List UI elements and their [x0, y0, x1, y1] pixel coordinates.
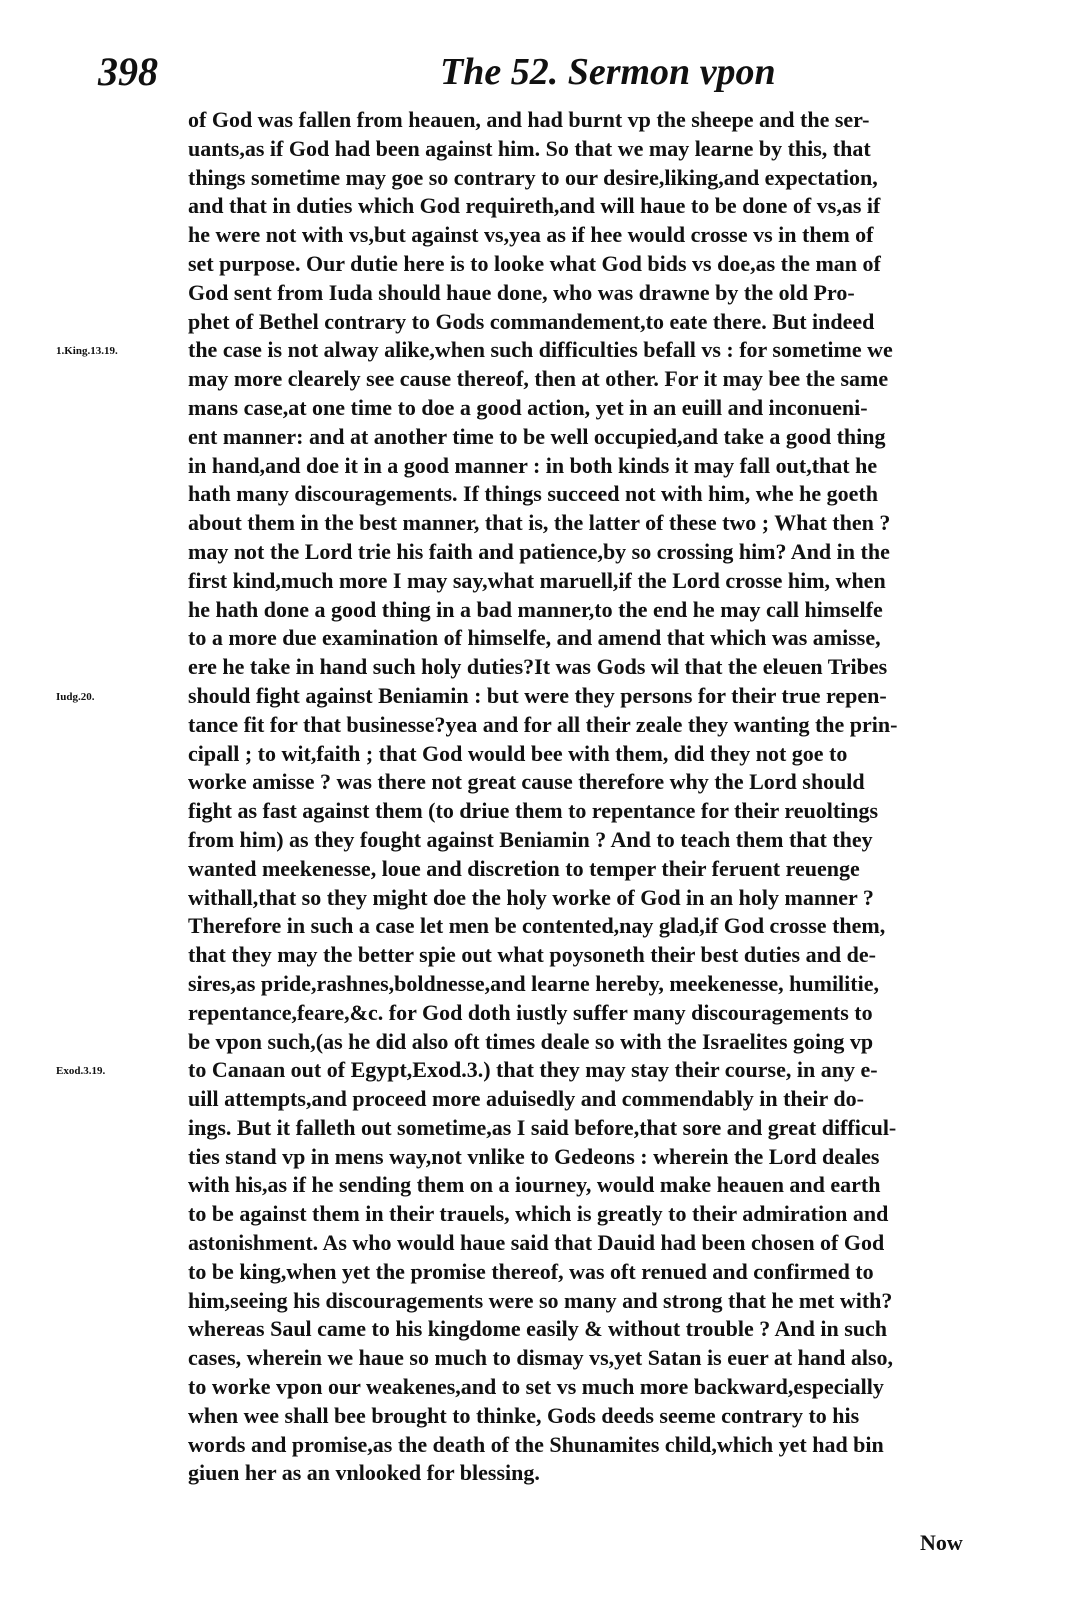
- page-number: 398: [98, 49, 158, 94]
- text-line: ties stand vp in mens way,not vnlike to Gedeons : wherein the Lord deales: [188, 1143, 880, 1169]
- text-line: phet of Bethel contrary to Gods commandement,to eate there. But indeed: [188, 308, 875, 334]
- text-line: Therefore in such a case let men be contented,nay glad,if God crosse them,: [188, 913, 886, 939]
- text-line: when wee shall bee brought to thinke, Gods deeds seeme contrary to his: [188, 1402, 860, 1428]
- margin-note: Iudg.20.: [56, 691, 95, 703]
- text-line: in hand,and doe it in a good manner : in both kinds it may fall out,that he: [188, 452, 878, 478]
- text-line: about them in the best manner, that is, the latter of these two ; What then ?: [188, 510, 891, 536]
- text-line: to a more due examination of himselfe, and amend that which was amisse,: [188, 625, 881, 651]
- text-line: ent manner: and at another time to be well occupied,and take a good thing: [188, 423, 886, 449]
- body-text: [188, 106, 983, 1488]
- text-line: sires,as pride,rashnes,boldnesse,and learne hereby, meekenesse, humilitie,: [188, 970, 879, 996]
- text-line: set purpose. Our dutie here is to looke what God bids vs doe,as the man of: [188, 250, 881, 276]
- text-line: whereas Saul came to his kingdome easily & without trouble ? And in such: [188, 1316, 887, 1342]
- text-line: cipall ; to wit,faith ; that God would bee with them, did they not goe to: [188, 740, 848, 766]
- text-line: the case is not alway alike,when such difficulties befall vs : for sometime we: [188, 337, 893, 363]
- text-line: of God was fallen from heauen, and had burnt vp the sheepe and the ser-: [188, 107, 870, 132]
- text-line: may not the Lord trie his faith and patience,by so crossing him? And in the: [188, 538, 890, 564]
- text-line: to Canaan out of Egypt,Exod.3.) that they may stay their course, in any e-: [188, 1057, 878, 1083]
- text-line: astonishment. As who would haue said that Dauid had been chosen of God: [188, 1230, 885, 1256]
- text-line: to be king,when yet the promise thereof, was oft renued and confirmed to: [188, 1258, 874, 1284]
- text-line: things sometime may goe so contrary to our desire,liking,and expectation,: [188, 164, 878, 190]
- text-line: God sent from Iuda should haue done, who was drawne by the old Pro-: [188, 279, 855, 305]
- text-line: may more clearely see cause thereof, then at other. For it may bee the same: [188, 366, 889, 392]
- text-line: be vpon such,(as he did also oft times deale so with the Israelites going vp: [188, 1028, 874, 1054]
- text-line: mans case,at one time to doe a good action, yet in an euill and inconueni-: [188, 394, 868, 420]
- catchword: Now: [920, 1530, 963, 1555]
- text-line: to be against them in their trauels, which is greatly to their admiration and: [188, 1201, 889, 1227]
- text-line: him,seeing his discouragements were so many and strong that he met with?: [188, 1287, 893, 1313]
- text-line: words and promise,as the death of the Shunamites child,which yet had bin: [188, 1431, 884, 1457]
- running-head: The 52. Sermon vpon: [440, 51, 776, 93]
- text-line: repentance,feare,&c. for God doth iustly suffer many discouragements to: [188, 999, 873, 1025]
- margin-note: 1.King.13.19.: [56, 345, 118, 358]
- text-line: he hath done a good thing in a bad manner,to the end he may call himselfe: [188, 596, 883, 622]
- text-line: with his,as if he sending them on a iourney, would make heauen and earth: [188, 1172, 881, 1198]
- text-line: ere he take in hand such holy duties?It was Gods wil that the eleuen Tribes: [188, 654, 888, 680]
- text-line: uill attempts,and proceed more aduisedly and commendably in their do-: [188, 1086, 864, 1112]
- text-line: he were not with vs,but against vs,yea as if hee would crosse vs in them of: [188, 222, 874, 248]
- text-line: hath many discouragements. If things succeed not with him, whe he goeth: [188, 481, 878, 507]
- text-line: ings. But it falleth out sometime,as I said before,that sore and great difficul-: [188, 1114, 897, 1140]
- text-line: fight as fast against them (to driue them to repentance for their reuoltings: [188, 798, 879, 824]
- text-line: wanted meekenesse, loue and discretion to temper their feruent reuenge: [188, 855, 860, 881]
- text-line: to worke vpon our weakenes,and to set vs much more backward,especially: [188, 1374, 884, 1400]
- text-line: cases, wherein we haue so much to dismay vs,yet Satan is euer at hand also,: [188, 1345, 894, 1371]
- margin-note: Exod.3.19.: [56, 1065, 106, 1078]
- text-line: first kind,much more I may say,what maruell,if the Lord crosse him, when: [188, 567, 886, 593]
- text-line: giuen her as an vnlooked for blessing.: [188, 1460, 540, 1486]
- text-line: from him) as they fought against Beniamin ? And to teach them that they: [188, 826, 873, 852]
- text-line: worke amisse ? was there not great cause therefore why the Lord should: [188, 769, 865, 795]
- text-line: and that in duties which God requireth,and will haue to be done of vs,as if: [188, 193, 881, 219]
- text-line: tance fit for that businesse?yea and for all their zeale they wanting the prin-: [188, 711, 898, 737]
- text-line: uants,as if God had been against him. So that we may learne by this, that: [188, 135, 871, 161]
- text-line: should fight against Beniamin : but were they persons for their true repen-: [188, 682, 887, 708]
- text-line: that they may the better spie out what poysoneth their best duties and de-: [188, 942, 876, 968]
- text-line: withall,that so they might doe the holy worke of God in an holy manner ?: [188, 884, 874, 910]
